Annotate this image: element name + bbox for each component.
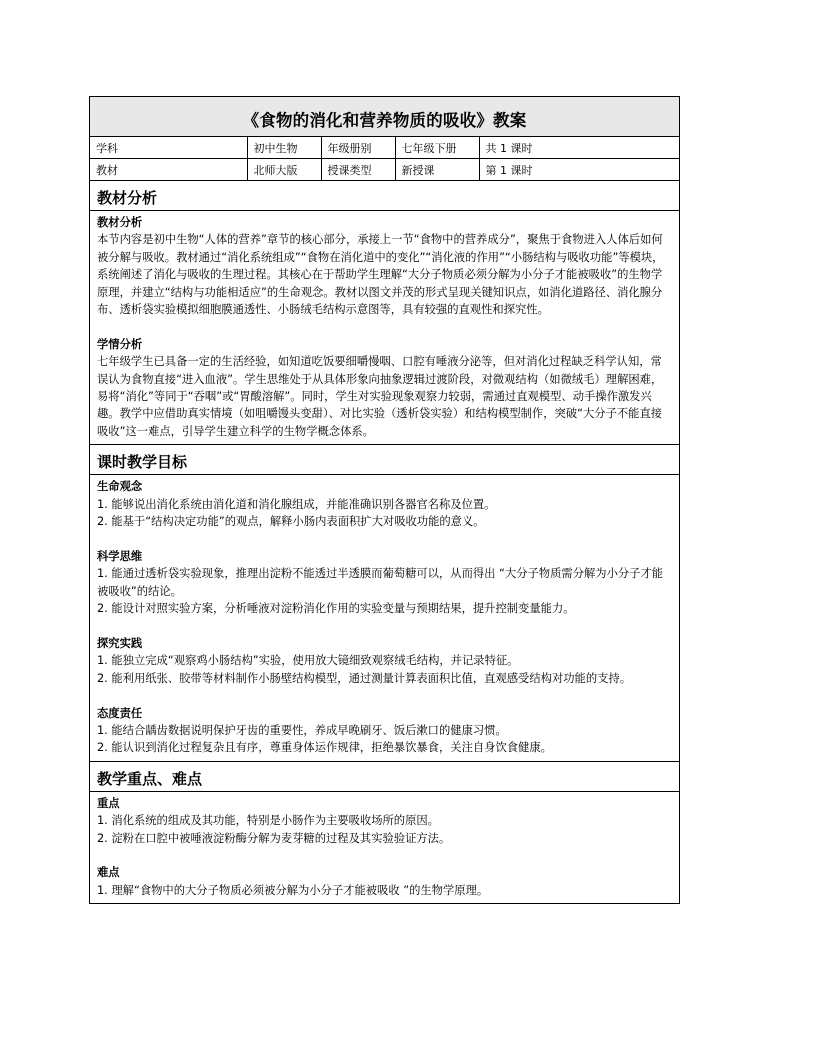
table-row [90, 159, 679, 181]
subheading: 难点 [97, 866, 120, 880]
section-body-analysis [90, 211, 679, 445]
list-item: 2. 能利用纸张、胶带等材料制作小肠壁结构模型，通过测量计算表面积比值，直观感受结构对功能的支持。 [97, 671, 632, 685]
list-item: 2. 能设计对照实验方案，分析唾液对淀粉消化作用的实验变量与预期结果，提升控制变量能力。 [97, 602, 575, 616]
section-body-objectives [90, 475, 679, 761]
subheading: 重点 [97, 796, 120, 810]
subheading: 科学思维 [97, 549, 143, 563]
subheading: 生命观念 [97, 480, 143, 494]
list-item: 2. 淀粉在口腔中被唾液淀粉酶分解为麦芽糖的过程及其实验验证方法。 [97, 831, 451, 845]
section-body-keypoints [90, 792, 679, 903]
subheading: 探究实践 [97, 636, 143, 650]
info-cell: 初中生物 [247, 137, 321, 159]
title-band [90, 97, 679, 137]
subheading: 态度责任 [97, 706, 143, 720]
info-cell: 新授课 [395, 159, 479, 181]
list-item: 1. 能够说出消化系统由消化道和消化腺组成，并能准确识别各器官名称及位置。 [97, 497, 496, 511]
list-item: 1. 能结合龋齿数据说明保护牙齿的重要性，养成早晚刷牙、饭后漱口的健康习惯。 [97, 723, 507, 737]
info-cell: 共 1 课时 [479, 137, 679, 159]
section-heading-analysis: 教材分析 [90, 181, 679, 211]
subheading: 教材分析 [97, 216, 143, 229]
table-row [90, 137, 679, 159]
paragraph: 七年级学生已具备一定的生活经验，如知道吃饭要细嚼慢咽、口腔有唾液分泌等，但对消化过程缺乏科学认知，常误认为食物直接“进入血液”。学生思维处于从具体形象向抽象逻辑过渡阶段，对微观结构（如微绒毛）理解困难，易将“消化”等同于“吞咽”或“胃酸溶解”。同时，学生对实验现象观察力较弱，需通过直观模型、动手操作激发兴趣。教学中应借助真实情境（如咀嚼馒头变甜）、对比实验（透析袋实验）和结构模型制作，突破“大分子不能直接吸收”这一难点，引导学生建立科学的生物学概念体系。 [97, 355, 663, 438]
section-heading-keypoints: 教学重点、难点 [90, 762, 679, 792]
list-item: 1. 能独立完成“观察鸡小肠结构”实验，使用放大镜细致观察绒毛结构，并记录特征。 [97, 654, 519, 668]
info-table [90, 137, 679, 181]
info-cell: 授课类型 [321, 159, 395, 181]
section-heading-objectives: 课时教学目标 [90, 445, 679, 475]
subheading: 学情分析 [97, 337, 143, 351]
list-item: 2. 能认识到消化过程复杂且有序，尊重身体运作规律，拒绝暴饮暴食，关注自身饮食健康。 [97, 741, 552, 755]
info-cell: 学科 [90, 137, 247, 159]
document-title: 《食物的消化和营养物质的吸收》教案 [242, 111, 527, 130]
list-item: 2. 能基于“结构决定功能”的观点，解释小肠内表面积扩大对吸收功能的意义。 [97, 515, 485, 529]
info-cell: 教材 [90, 159, 247, 181]
info-cell: 北师大版 [247, 159, 321, 181]
info-cell: 年级册别 [321, 137, 395, 159]
info-cell: 七年级下册 [395, 137, 479, 159]
list-item: 1. 能通过透析袋实验现象，推理出淀粉不能透过半透膜而葡萄糖可以，从而得出 “大分子物质需分解为小分子才能被吸收”的结论。 [97, 567, 664, 598]
list-item: 1. 理解“食物中的大分子物质必须被分解为小分子才能被吸收 ”的生物学原理。 [97, 883, 489, 897]
lesson-plan-sheet [89, 96, 680, 904]
info-cell: 第 1 课时 [479, 159, 679, 181]
list-item: 1. 消化系统的组成及其功能，特别是小肠作为主要吸收场所的原因。 [97, 814, 439, 828]
paragraph: 本节内容是初中生物“人体的营养”章节的核心部分，承接上一节“食物中的营养成分”，聚焦于食物进入人体后如何被分解与吸收。教材通过“消化系统组成”“食物在消化道中的变化”“消化液的作用”“小肠结构与吸收功能”等模块，系统阐述了消化与吸收的生理过程。其核心在于帮助学生理解“大分子物质必须分解为小分子才能被吸收”的生物学原理，并建立“结构与功能相适应”的生命观念。教材以图文并茂的形式呈现关键知识点，如消化道路径、消化腺分布、透析袋实验模拟细胞膜通透性、小肠绒毛结构示意图等，具有较强的直观性和探究性。 [97, 233, 664, 317]
